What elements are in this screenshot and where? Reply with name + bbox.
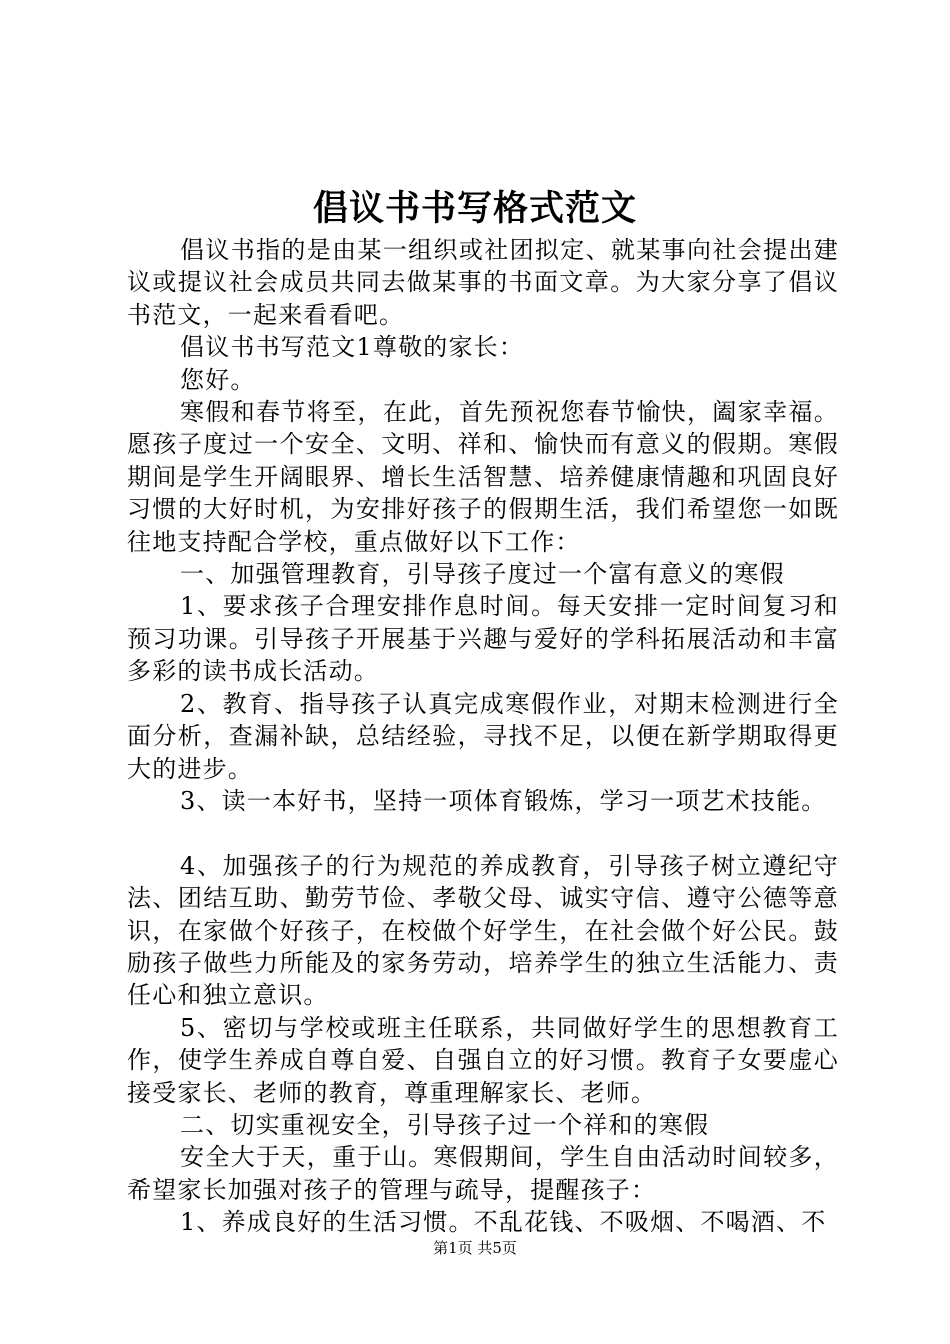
document-body bbox=[127, 234, 839, 1239]
section-heading-1: 一、加强管理教育，引导孩子度过一个富有意义的寒假 bbox=[180, 560, 785, 589]
list-item-safety-1: 1、养成良好的生活习惯。不乱花钱、不吸烟、不喝酒、不 bbox=[180, 1208, 827, 1237]
paragraph-safety: 安全大于天，重于山。寒假期间，学生自由活动时间较多，希望家长加强对孩子的管理与疏导，提醒孩子： bbox=[127, 1143, 839, 1204]
list-item-4: 4、加强孩子的行为规范的养成教育，引导孩子树立遵纪守法、团结互助、勤劳节俭、孝敬父母、诚实守信、遵守公德等意识，在家做个好孩子，在校做个好学生，在社会做个好公民。鼓励孩子做些力所能及的家务劳动，培养学生的独立生活能力、责任心和独立意识。 bbox=[127, 851, 839, 1010]
paragraph-intro: 倡议书指的是由某一组织或社团拟定、就某事向社会提出建议或提议社会成员共同去做某事的书面文章。为大家分享了倡议书范文，一起来看看吧。 bbox=[127, 236, 839, 329]
list-item-5: 5、密切与学校或班主任联系，共同做好学生的思想教育工作，使学生养成自尊自爱、自强自立的好习惯。教育子女要虚心接受家长、老师的教育，尊重理解家长、老师。 bbox=[127, 1013, 839, 1107]
paragraph-salutation: 倡议书书写范文1尊敬的家长： bbox=[180, 333, 525, 362]
section-heading-2: 二、切实重视安全，引导孩子过一个祥和的寒假 bbox=[180, 1110, 710, 1139]
document-title: 倡议书书写格式范文 bbox=[312, 188, 637, 229]
paragraph-greeting: 您好。 bbox=[180, 365, 256, 394]
paragraph-opening: 寒假和春节将至，在此，首先预祝您春节愉快，阖家幸福。愿孩子度过一个安全、文明、祥和、愉快而有意义的假期。寒假期间是学生开阔眼界、增长生活智慧、培养健康情趣和巩固良好习惯的大好时机，为安排好孩子的假期生活，我们希望您一如既往地支持配合学校，重点做好以下工作： bbox=[127, 398, 839, 556]
list-item-1: 1、要求孩子合理安排作息时间。每天安排一定时间复习和预习功课。引导孩子开展基于兴趣与爱好的学科拓展活动和丰富多彩的读书成长活动。 bbox=[127, 592, 839, 686]
list-item-3: 3、读一本好书，坚持一项体育锻炼，学习一项艺术技能。 bbox=[180, 786, 827, 815]
page-number: 第1页 共5页 bbox=[433, 1239, 517, 1257]
blank-line bbox=[127, 817, 839, 849]
list-item-2: 2、教育、指导孩子认真完成寒假作业，对期末检测进行全面分析，查漏补缺，总结经验，寻找不足，以便在新学期取得更大的进步。 bbox=[127, 689, 839, 783]
